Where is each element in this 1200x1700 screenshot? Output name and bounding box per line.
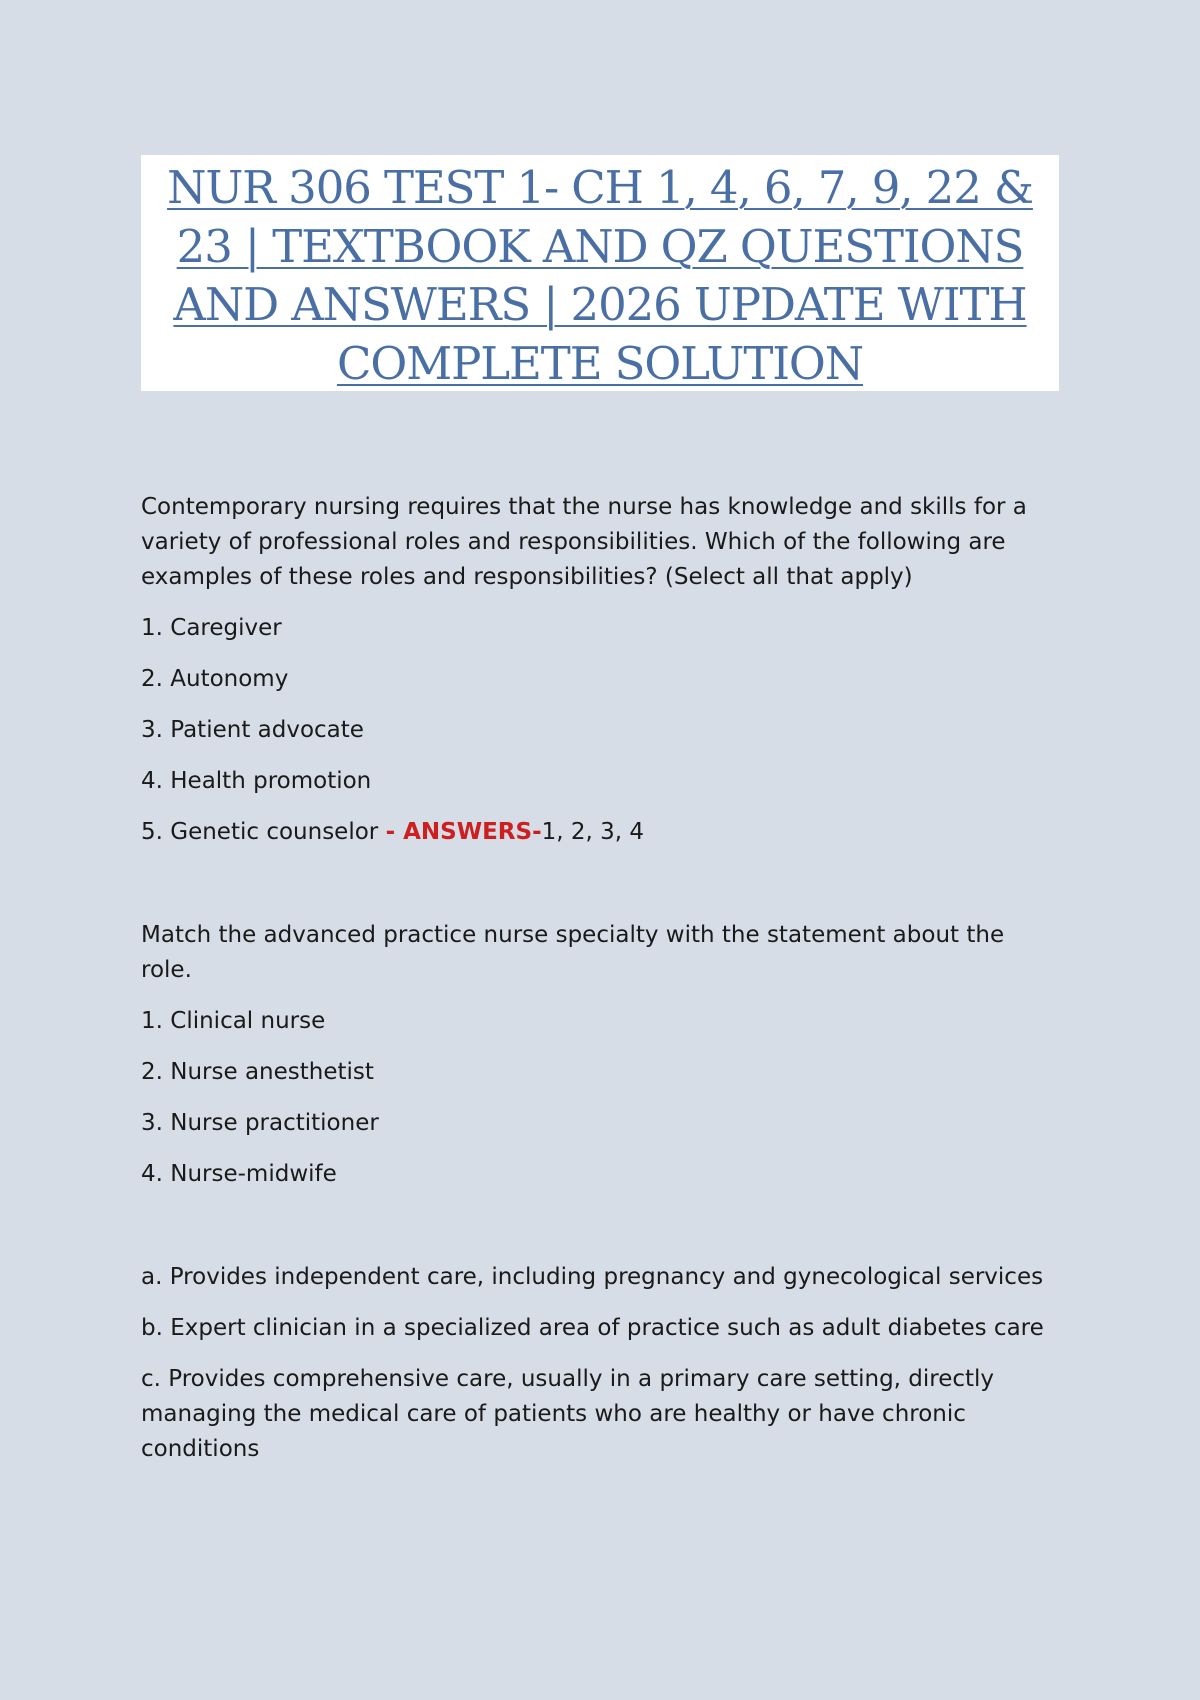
- q1-option-5: 5. Genetic counselor: [141, 819, 386, 845]
- q2-option-1: 1. Clinical nurse: [141, 1008, 326, 1034]
- q1-option-5-with-answer: [141, 815, 1061, 850]
- title-box: [141, 155, 1059, 391]
- question-2-text: Match the advanced practice nurse specialty with the statement about the role.: [141, 922, 1005, 983]
- answer-label: - ANSWERS-: [385, 819, 542, 845]
- q2-statement-a: a. Provides independent care, including pregnancy and gynecological services: [141, 1264, 1044, 1290]
- q2-statement-c: c. Provides comprehensive care, usually in a primary care setting, directly managing the medical care of patients who are healthy or have chronic conditions: [141, 1366, 995, 1462]
- q2-option-4: 4. Nurse-midwife: [141, 1161, 337, 1187]
- q2-option-2: 2. Nurse anesthetist: [141, 1059, 374, 1085]
- q2-statement-b: b. Expert clinician in a specialized area of practice such as adult diabetes care: [141, 1315, 1044, 1341]
- question-1-text: Contemporary nursing requires that the nurse has knowledge and skills for a variety of professional roles and responsibilities. Which of the following are examples of these roles and responsibilities? (Select all that apply): [141, 494, 1027, 590]
- document-content: [141, 490, 1061, 1467]
- q2-option-3: 3. Nurse practitioner: [141, 1110, 379, 1136]
- q1-option-3: 3. Patient advocate: [141, 717, 364, 743]
- q1-option-4: 4. Health promotion: [141, 768, 372, 794]
- q1-option-2: 2. Autonomy: [141, 666, 289, 692]
- document-title[interactable]: NUR 306 TEST 1- CH 1, 4, 6, 7, 9, 22 & 23 | TEXTBOOK AND QZ QUESTIONS AND ANSWERS | 2026 UPDATE WITH COMPLETE SOLUTION: [167, 161, 1033, 390]
- answer-value: 1, 2, 3, 4: [541, 819, 645, 845]
- q1-option-1: 1. Caregiver: [141, 615, 282, 641]
